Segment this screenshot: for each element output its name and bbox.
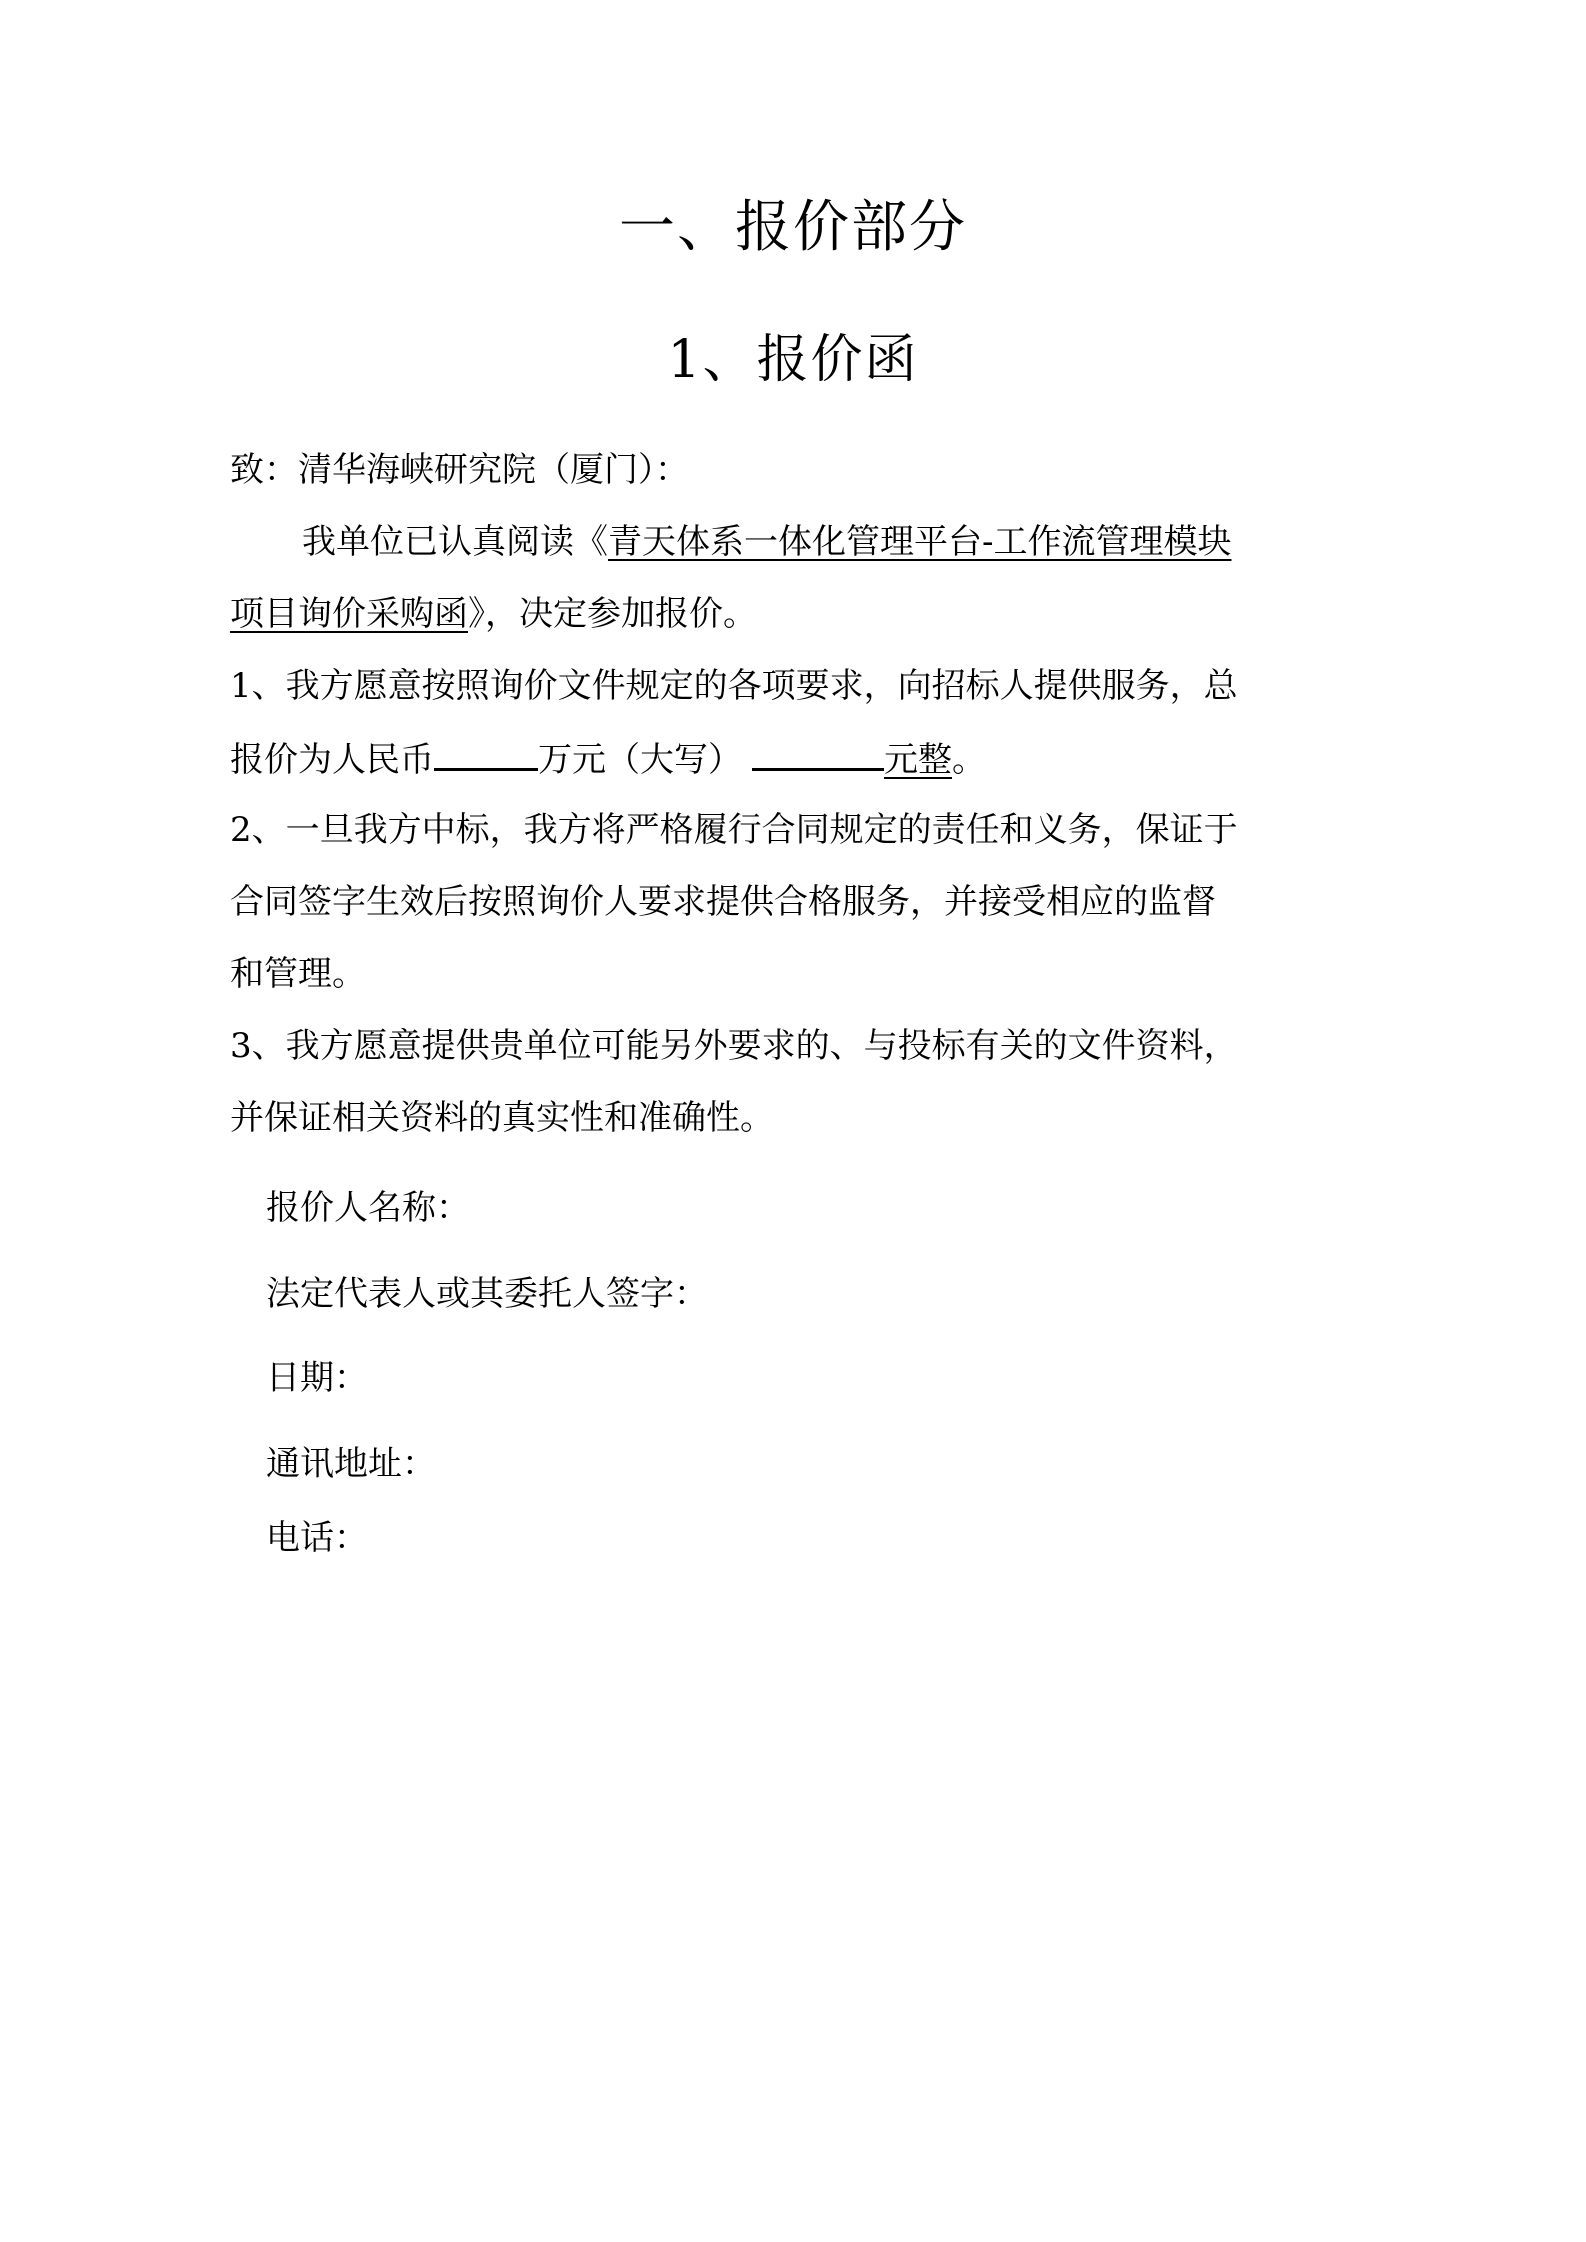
intro-prefix: 我单位已认真阅读《 xyxy=(302,522,608,562)
intro-suffix: 》，决定参加报价。 xyxy=(468,594,757,634)
document-title: 1、报价函 xyxy=(667,330,919,390)
date-label: 日期： xyxy=(266,1358,368,1398)
item-3-line-1: 3、我方愿意提供贵单位可能另外要求的、与投标有关的文件资料， xyxy=(230,1026,1238,1066)
section-title: 一、报价部分 xyxy=(619,195,967,260)
item-1-line-2 xyxy=(230,734,1330,784)
item-1-line-1: 1、我方愿意按照询价文件规定的各项要求，向招标人提供服务，总 xyxy=(230,666,1238,706)
project-title-part-1: 青天体系一体化管理平台-工作流管理模块 xyxy=(608,522,1232,562)
yuan-label: 元整 xyxy=(884,740,952,780)
intro-line-1 xyxy=(302,518,1402,566)
item-2-line-2: 合同签字生效后按照询价人要求提供合格服务，并接受相应的监督 xyxy=(230,882,1216,922)
addressee-line: 致：清华海峡研究院（厦门）： xyxy=(230,450,689,490)
price-amount-blank[interactable] xyxy=(434,734,538,771)
item-2-line-3: 和管理。 xyxy=(230,954,366,994)
representative-signature-label: 法定代表人或其委托人签字： xyxy=(266,1274,708,1314)
project-title-part-2: 项目询价采购函 xyxy=(230,594,468,634)
item-2-line-1: 2、一旦我方中标，我方将严格履行合同规定的责任和义务，保证于 xyxy=(230,810,1238,850)
item-3-line-2: 并保证相关资料的真实性和准确性。 xyxy=(230,1098,774,1138)
period: 。 xyxy=(952,740,986,780)
intro-line-2 xyxy=(230,590,1330,638)
capital-label: 万元（大写） xyxy=(538,740,742,780)
bidder-name-label: 报价人名称： xyxy=(266,1188,470,1228)
price-label: 报价为人民币 xyxy=(230,740,434,780)
capital-amount-blank[interactable] xyxy=(752,734,884,771)
phone-label: 电话： xyxy=(266,1518,368,1558)
address-label: 通讯地址： xyxy=(266,1444,436,1484)
